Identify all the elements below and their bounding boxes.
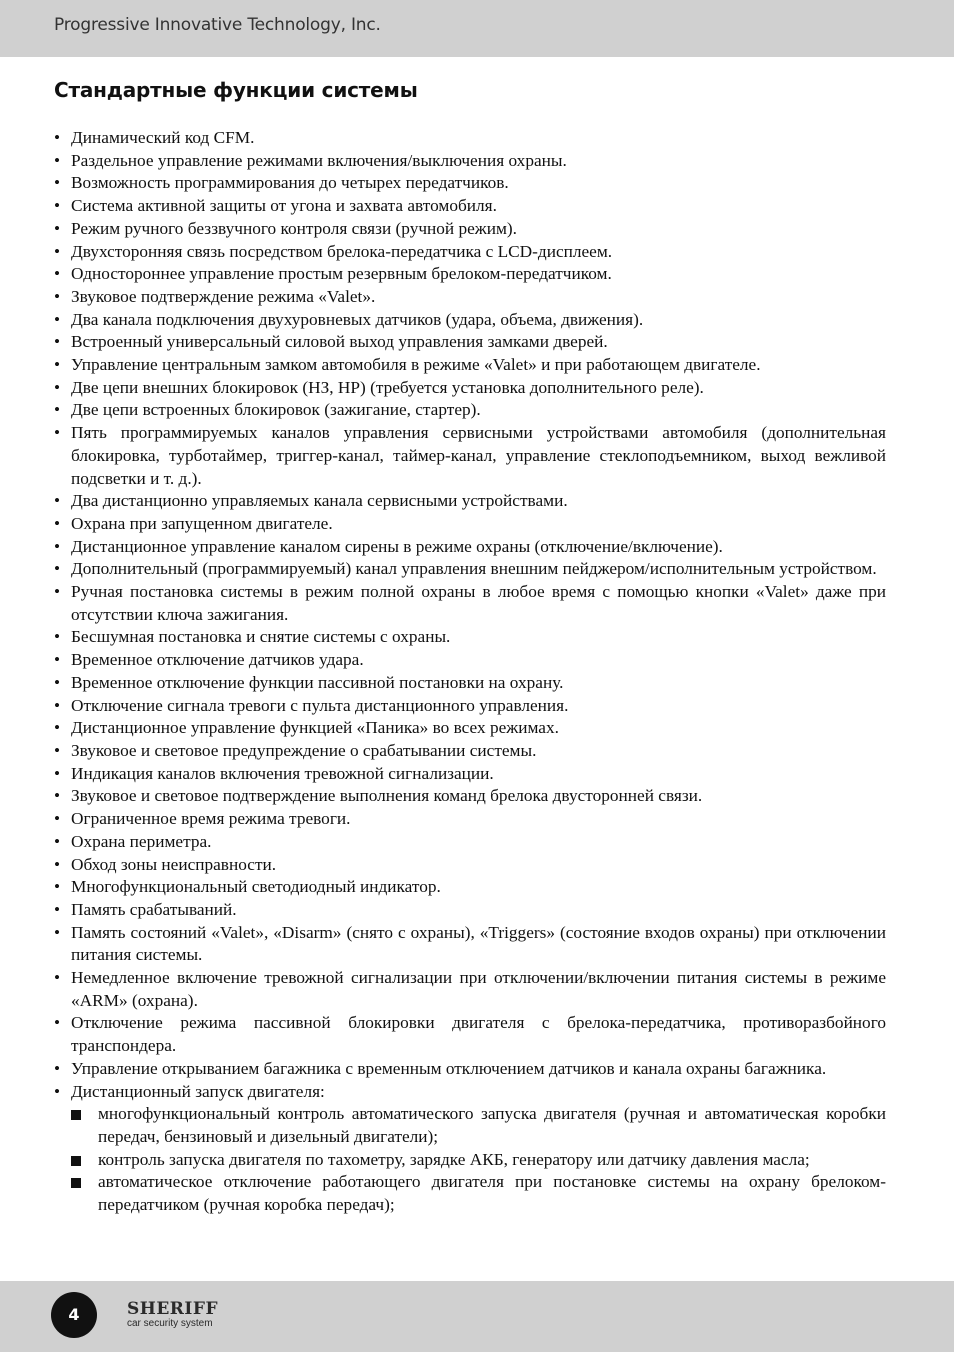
list-item: • Индикация каналов включения тревожной сигнализации. [54, 763, 886, 786]
remote-start-label: Дистанционный запуск двигателя: [71, 1081, 325, 1101]
list-item: • Бесшумная постановка и снятие системы с охраны. [54, 626, 886, 649]
list-item: • Управление открыванием багажника с временным отключением датчиков и канала охраны багажника. [54, 1058, 886, 1081]
list-item-remote-start [54, 1081, 886, 1217]
list-item: • Одностороннее управление простым резервным брелоком-передатчиком. [54, 263, 886, 286]
page-number-badge: 4 [51, 1292, 97, 1338]
logo-brand-text: SHERIFF [127, 1299, 219, 1319]
page-footer [0, 1281, 954, 1352]
list-item: • Две цепи встроенных блокировок (зажигание, стартер). [54, 399, 886, 422]
list-item: • Временное отключение функции пассивной постановки на охрану. [54, 672, 886, 695]
list-item: • Раздельное управление режимами включения/выключения охраны. [54, 150, 886, 173]
list-item: • Возможность программирования до четырех передатчиков. [54, 172, 886, 195]
list-item: • Отключение режима пассивной блокировки двигателя с брелока-передатчика, противоразбойного транспондера. [54, 1012, 886, 1057]
list-item: • Дистанционное управление каналом сирены в режиме охраны (отключение/включение). [54, 536, 886, 559]
list-item: • Звуковое и световое подтверждение выполнения команд брелока двусторонней связи. [54, 785, 886, 808]
square-bullet-icon [71, 1178, 81, 1188]
list-item: • Временное отключение датчиков удара. [54, 649, 886, 672]
list-item: • Охрана периметра. [54, 831, 886, 854]
list-item: • Память состояний «Valet», «Disarm» (снято с охраны), «Triggers» (состояние входов охраны) при отключении питания системы. [54, 922, 886, 967]
list-item: • Память срабатываний. [54, 899, 886, 922]
sublist-item [71, 1171, 886, 1216]
list-item: • Управление центральным замком автомобиля в режиме «Valet» и при работающем двигателе. [54, 354, 886, 377]
sublist-item [71, 1149, 886, 1172]
company-name: Progressive Innovative Technology, Inc. [54, 15, 381, 35]
list-item: • Два дистанционно управляемых канала сервисными устройствами. [54, 490, 886, 513]
list-item: • Динамический код CFM. [54, 127, 886, 150]
list-item: • Встроенный универсальный силовой выход управления замками дверей. [54, 331, 886, 354]
list-item: • Отключение сигнала тревоги с пульта дистанционного управления. [54, 695, 886, 718]
remote-start-sublist [71, 1103, 886, 1217]
feature-list [54, 127, 886, 1217]
list-item: • Пять программируемых каналов управления сервисными устройствами автомобиля (дополнительная блокировка, турботаймер, триггер-канал, таймер-канал, управление стеклоподъемником, выход вежливой подсветки и т. д.). [54, 422, 886, 490]
list-item: • Режим ручного беззвучного контроля связи (ручной режим). [54, 218, 886, 241]
page-header [0, 0, 954, 57]
list-item: • Два канала подключения двухуровневых датчиков (удара, объема, движения). [54, 309, 886, 332]
list-item: • Многофункциональный светодиодный индикатор. [54, 876, 886, 899]
sublist-item [71, 1103, 886, 1148]
square-bullet-icon [71, 1156, 81, 1166]
sublist-item-text: многофункциональный контроль автоматического запуска двигателя (ручная и автоматическая коробки передач, бензиновый и дизельный двигатели); [98, 1104, 886, 1146]
list-item: • Система активной защиты от угона и захвата автомобиля. [54, 195, 886, 218]
square-bullet-icon [71, 1110, 81, 1120]
list-item: • Две цепи внешних блокировок (НЗ, НР) (требуется установка дополнительного реле). [54, 377, 886, 400]
logo-tagline: car security system [127, 1318, 213, 1329]
sublist-item-text: контроль запуска двигателя по тахометру, зарядке АКБ, генератору или датчику давления масла; [98, 1149, 810, 1169]
sheriff-logo [127, 1301, 218, 1329]
list-item: • Обход зоны неисправности. [54, 854, 886, 877]
list-item: • Дистанционное управление функцией «Паника» во всех режимах. [54, 717, 886, 740]
list-item: • Звуковое подтверждение режима «Valet». [54, 286, 886, 309]
list-item: • Дополнительный (программируемый) канал управления внешним пейджером/исполнительным устройством. [54, 558, 886, 581]
list-item: • Охрана при запущенном двигателе. [54, 513, 886, 536]
sublist-item-text: автоматическое отключение работающего двигателя при постановке системы на охрану брелоком-передатчиком (ручная коробка передач); [98, 1172, 886, 1215]
list-item: • Немедленное включение тревожной сигнализации при отключении/включении питания системы в режиме «ARM» (охрана). [54, 967, 886, 1012]
list-item: • Ограниченное время режима тревоги. [54, 808, 886, 831]
page-title: Стандартные функции системы [54, 78, 418, 102]
list-item: • Звуковое и световое предупреждение о срабатывании системы. [54, 740, 886, 763]
list-item: • Ручная постановка системы в режим полной охраны в любое время с помощью кнопки «Valet» даже при отсутствии ключа зажигания. [54, 581, 886, 626]
list-item: • Двухсторонняя связь посредством брелока-передатчика с LCD-дисплеем. [54, 241, 886, 264]
